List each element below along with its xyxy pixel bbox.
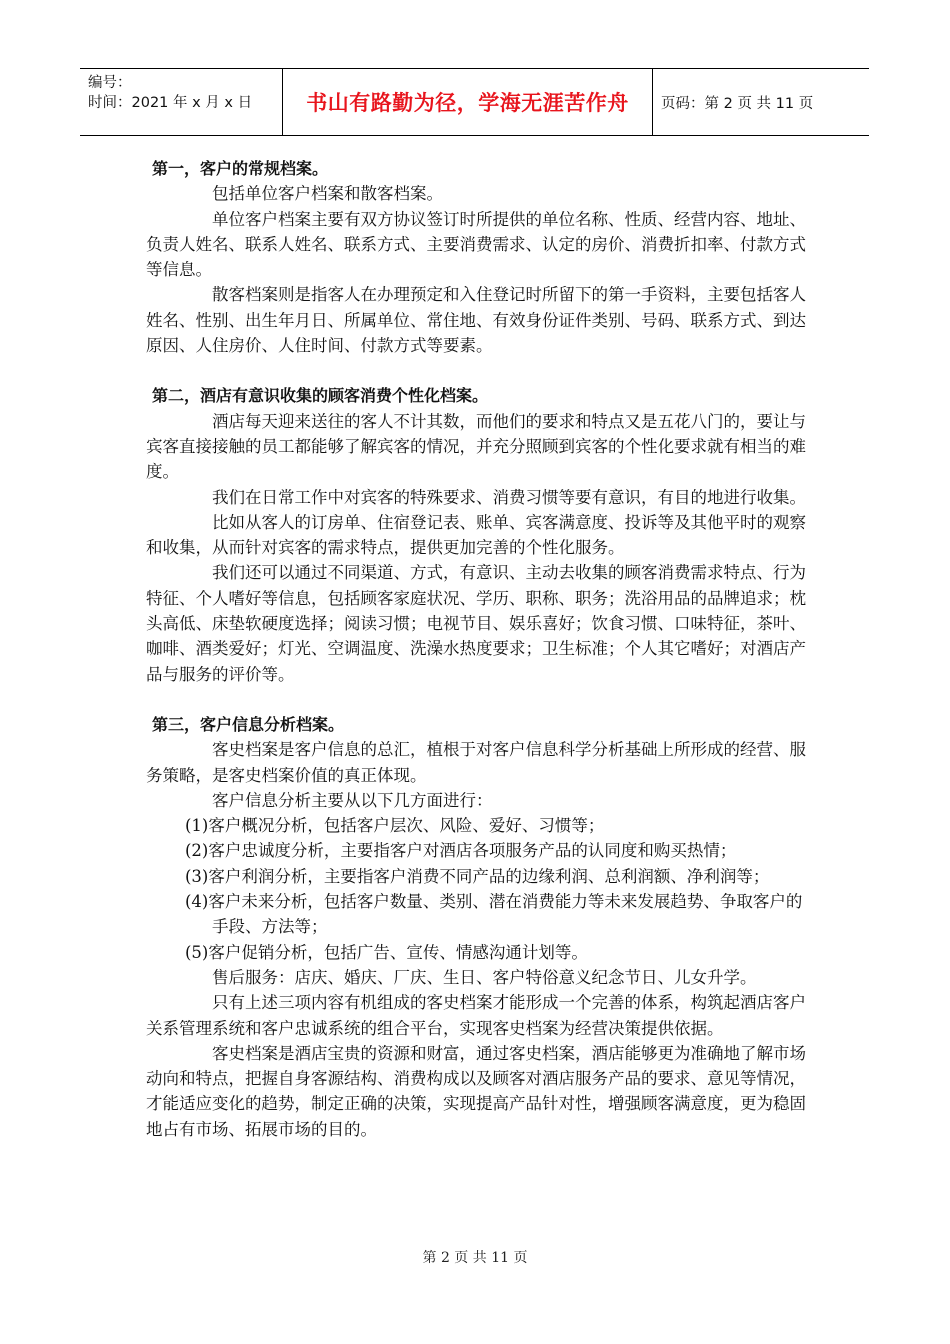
section-2-paragraph: 我们还可以通过不同渠道、方式，有意识、主动去收集的顾客消费需求特点、行为特征、个人嗜好等信息，包括顾客家庭状况、学历、职称、职务；洗浴用品的品牌追求；枕头高低、床垫软硬度选择；阅读习惯；电视节目、娱乐喜好；饮食习惯、口味特征，茶叶、咖啡、酒类爱好；灯光、空调温度、洗澡水热度要求；卫生标准；个人其它嗜好；对酒店产品与服务的评价等。	[146, 563, 806, 684]
section-1-paragraph: 散客档案则是指客人在办理预定和入住登记时所留下的第一手资料，主要包括客人姓名、性别、出生年月日、所属单位、常住地、有效身份证件类别、号码、联系方式、到达原因、人住房价、人住时间、付款方式等要素。	[146, 285, 806, 356]
spacer	[146, 687, 806, 712]
section-2-paragraph: 酒店每天迎来送往的客人不计其数，而他们的要求和特点又是五花八门的，要让与宾客直接接触的员工都能够了解宾客的情况，并充分照顾到宾客的个性化要求就有相当的难度。	[146, 411, 806, 482]
section-1-paragraph: 单位客户档案主要有双方协议签订时所提供的单位名称、性质、经营内容、地址、负责人姓名、联系人姓名、联系方式、主要消费需求、认定的房价、消费折扣率、付款方式等信息。	[146, 209, 806, 280]
section-3-paragraph: 售后服务：店庆、婚庆、厂庆、生日、客户特俗意义纪念节日、儿女升学。	[212, 967, 757, 987]
section-2-paragraph: 我们在日常工作中对宾客的特殊要求、消费习惯等要有意识，有目的地进行收集。	[212, 487, 806, 507]
page-footer: 第 2 页 共 11 页	[422, 1250, 528, 1266]
document-body	[146, 156, 806, 1142]
section-1-paragraph: 包括单位客户档案和散客档案。	[212, 184, 443, 204]
section-3-paragraph: 只有上述三项内容有机组成的客史档案才能形成一个完善的体系，构筑起酒店客户关系管理系统和客户忠诚系统的组合平台，实现客史档案为经营决策提供依据。	[146, 993, 806, 1038]
analysis-list-item: (3)客户利润分析，主要指客户消费不同产品的边缘利润、总利润额、净利润等；	[185, 866, 770, 886]
header-page: 页码：第 2 页 共 11 页	[661, 95, 814, 112]
header-motto-cell	[283, 69, 653, 135]
section-1-title: 第一，客户的常规档案。	[152, 159, 329, 178]
section-3-paragraph: 客史档案是客户信息的总汇，植根于对客户信息科学分析基础上所形成的经营、服务策略，是客史档案价值的真正体现。	[146, 740, 806, 785]
analysis-list-item: (4)客户未来分析，包括客户数量、类别、潜在消费能力等未来发展趋势、争取客户的手段、方法等；	[185, 892, 803, 937]
section-2-title: 第二，酒店有意识收集的顾客消费个性化档案。	[152, 386, 489, 406]
page-header	[80, 68, 869, 136]
section-3-title: 第三，客户信息分析档案。	[152, 714, 345, 734]
header-motto: 书山有路勤为径，学海无涯苦作舟	[306, 91, 629, 115]
header-meta	[80, 69, 283, 135]
analysis-list-item: (5)客户促销分析，包括广告、宣传、情感沟通计划等。	[185, 942, 588, 962]
spacer	[146, 358, 806, 383]
section-2-paragraph: 比如从客人的订房单、住宿登记表、账单、宾客满意度、投诉等及其他平时的观察和收集，从而针对宾客的需求特点，提供更加完善的个性化服务。	[146, 512, 806, 558]
header-number: 编号：	[88, 75, 132, 91]
section-3-paragraph: 客史档案是酒店宝贵的资源和财富，通过客史档案，酒店能够更为准确地了解市场动向和特点，把握自身客源结构、消费构成以及顾客对酒店服务产品的要求、意见等情况，才能适应变化的趋势，制定正确的决策，实现提高产品针对性，增强顾客满意度，更为稳固地占有市场、拓展市场的目的。	[146, 1043, 806, 1139]
analysis-list-item: (1)客户概况分析，包括客户层次、风险、爱好、习惯等；	[185, 816, 605, 836]
header-time: 时间：2021 年 x 月 x 日	[88, 95, 253, 111]
analysis-list-item: (2)客户忠诚度分析，主要指客户对酒店各项服务产品的认同度和购买热情；	[185, 841, 737, 861]
section-3-paragraph: 客户信息分析主要从以下几方面进行：	[212, 790, 493, 810]
